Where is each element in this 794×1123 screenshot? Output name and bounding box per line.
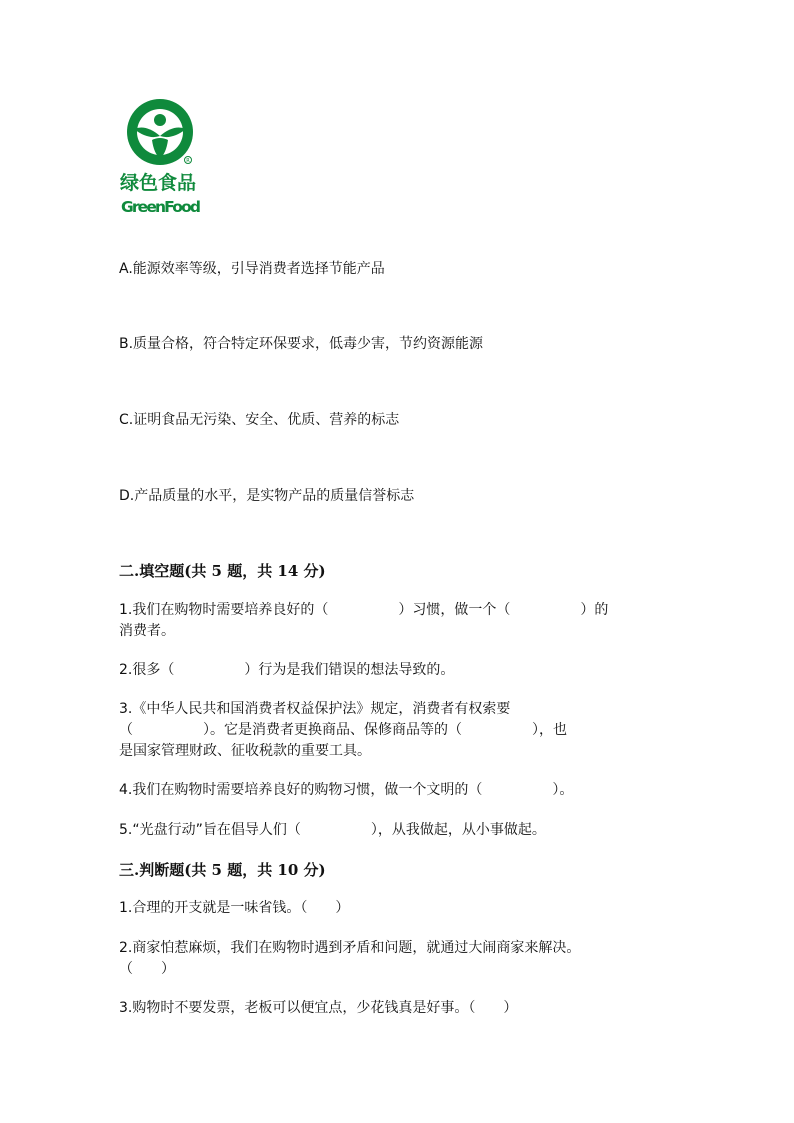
judge-question-1 (119, 898, 679, 919)
option-b: B.质量合格，符合特定环保要求，低毒少害，节约资源能源 (119, 336, 484, 352)
option-a: A.能源效率等级，引导消费者选择节能产品 (119, 261, 385, 277)
judge-question-2 (119, 938, 679, 980)
question-line: 3.购物时不要发票，老板可以便宜点，少花钱真是好事。（ ） (119, 1000, 518, 1016)
question-line: （ ） (119, 961, 175, 977)
question-line: 2.很多（ ）行为是我们错误的想法导致的。 (119, 662, 455, 678)
logo-text-cn: 绿色食品 (120, 172, 197, 194)
question-line: 3.《中华人民共和国消费者权益保护法》规定，消费者有权索要 (119, 701, 511, 717)
green-food-logo (118, 96, 208, 216)
question-line: 4.我们在购物时需要培养良好的购物习惯，做一个文明的（ ）。 (119, 782, 574, 798)
question-line: 2.商家怕惹麻烦，我们在购物时遇到矛盾和问题，就通过大闹商家来解决。 (119, 940, 581, 956)
fill-question-1 (119, 600, 679, 642)
fill-question-4 (119, 780, 679, 801)
option-d: D.产品质量的水平，是实物产品的质量信誉标志 (119, 488, 415, 504)
option-c: C.证明食品无污染、安全、优质、营养的标志 (119, 412, 400, 428)
logo-text-en: GreenFood (121, 198, 201, 216)
question-line: 是国家管理财政、征收税款的重要工具。 (119, 743, 371, 759)
question-line: 5.“光盘行动”旨在倡导人们（ ），从我做起，从小事做起。 (119, 822, 546, 838)
question-line: （ ）。它是消费者更换商品、保修商品等的（ ），也 (119, 722, 567, 738)
svg-text:R: R (186, 158, 190, 164)
fill-question-2 (119, 660, 679, 681)
question-line: 消费者。 (119, 623, 175, 639)
question-line: 1.合理的开支就是一味省钱。（ ） (119, 900, 350, 916)
fill-question-3 (119, 699, 679, 762)
judge-question-3 (119, 998, 679, 1019)
question-line: 1.我们在购物时需要培养良好的（ ）习惯，做一个（ ）的 (119, 602, 609, 618)
section-title-fill-in: 二.填空题(共 5 题，共 14 分) (119, 562, 326, 580)
fill-question-5 (119, 820, 679, 841)
green-food-logo-icon (118, 96, 208, 216)
section-title-judgment: 三.判断题(共 5 题，共 10 分) (119, 861, 326, 879)
